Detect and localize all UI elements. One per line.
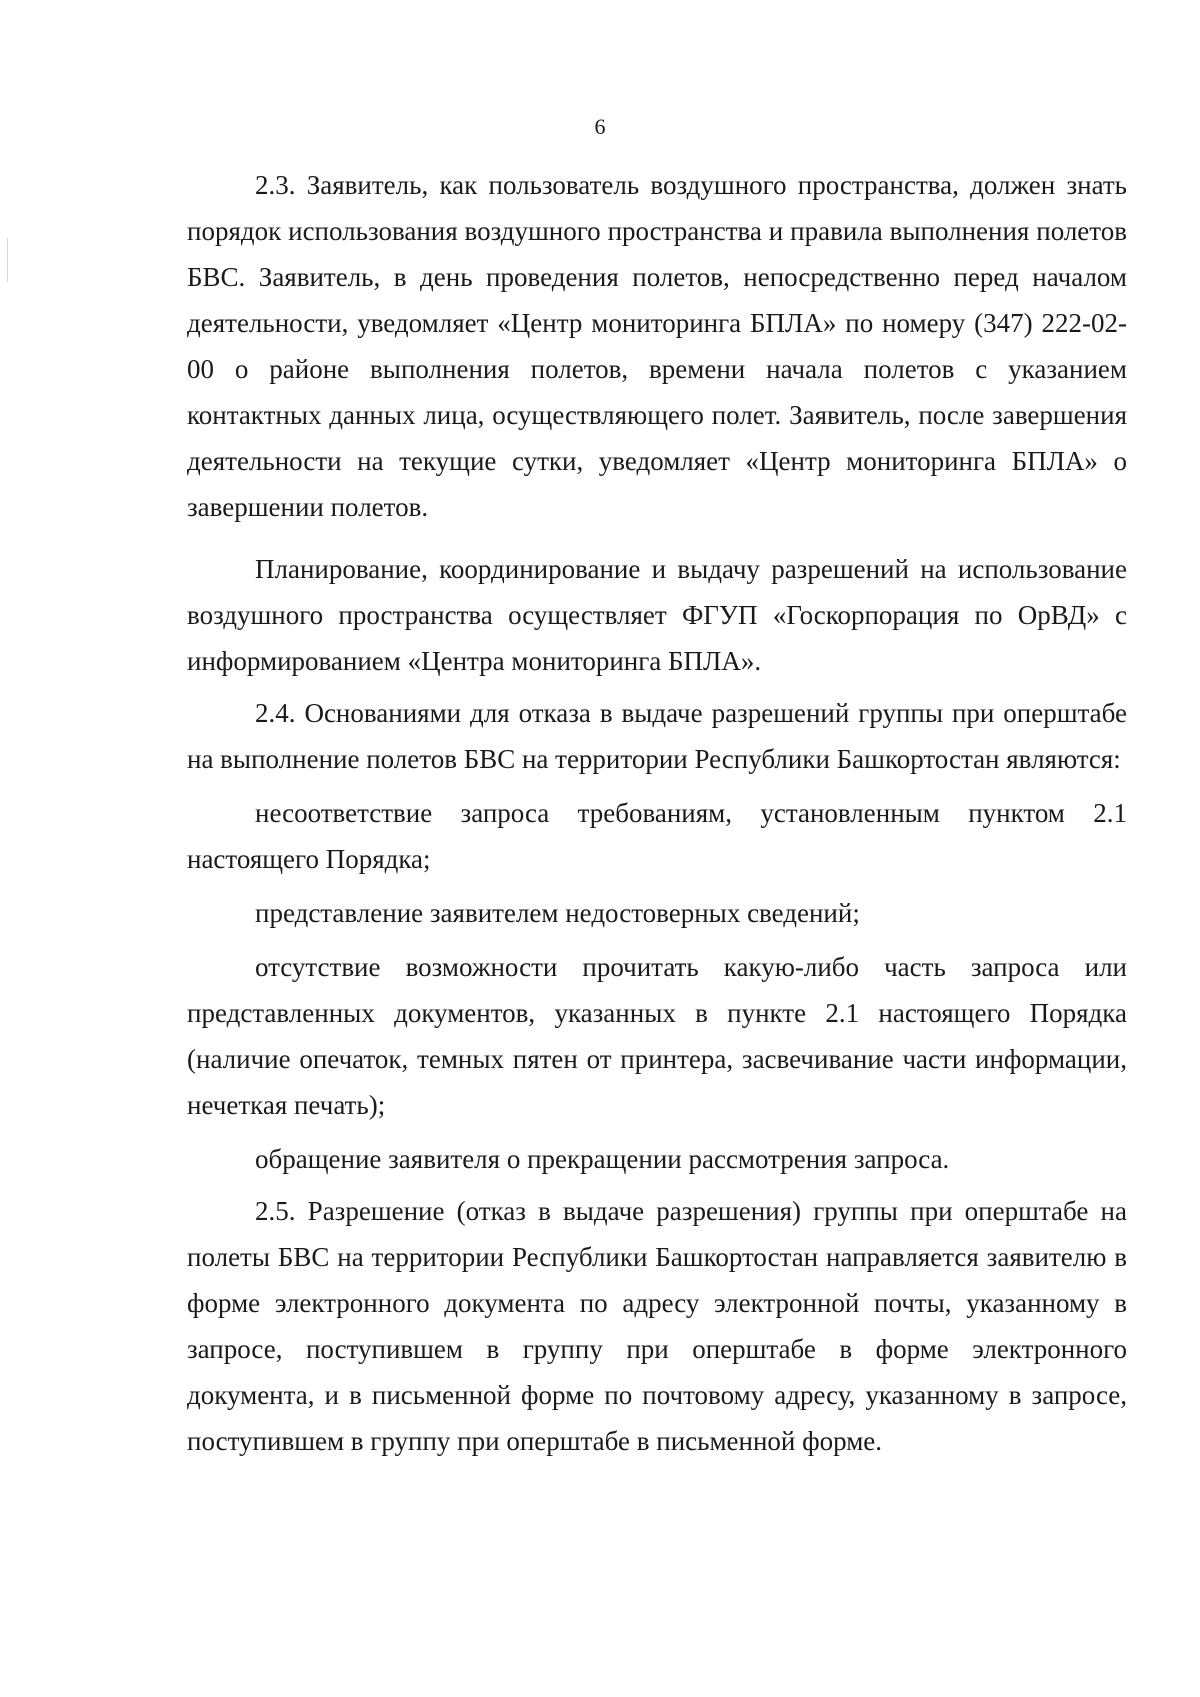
page-number: 6 (594, 114, 606, 139)
margin-mark (7, 238, 8, 282)
list-item-unreadable: отсутствие возможности прочитать какую-либо часть запроса или представленных документов, указанных в пункте 2.1 настоящего Порядка (наличие опечаток, темных пятен от принтера, засвечивание части информации, нечеткая печать); (187, 952, 1127, 1120)
paragraph-2-4: 2.4. Основаниями для отказа в выдаче разрешений группы при оперштабе на выполнение полетов БВС на территории Республики Башкортостан являются: (187, 698, 1127, 774)
paragraph-2-3: 2.3. Заявитель, как пользователь воздушного пространства, должен знать порядок использования воздушного пространства и правила выполнения полетов БВС. Заявитель, в день проведения полетов, непосредственно перед началом деятельности, уведомляет «Центр мониторинга БПЛА» по номеру (347) 222-02-00 о районе выполнения полетов, времени начала полетов с указанием контактных данных лица, осуществляющего полет. Заявитель, после завершения деятельности на текущие сутки, уведомляет «Центр мониторинга БПЛА» о завершении полетов. (187, 170, 1127, 522)
list-item-false-info: представление заявителем недостоверных сведений; (255, 898, 860, 928)
list-item-withdrawal: обращение заявителя о прекращении рассмотрения запроса. (255, 1144, 950, 1174)
paragraph-planning: Планирование, координирование и выдачу разрешений на использование воздушного пространства осуществляет ФГУП «Госкорпорация по ОрВД» с информированием «Центра мониторинга БПЛА». (187, 554, 1127, 676)
paragraph-2-5: 2.5. Разрешение (отказ в выдаче разрешения) группы при оперштабе на полеты БВС на территории Республики Башкортостан направляется заявителю в форме электронного документа по адресу электронной почты, указанному в запросе, поступившем в группу при оперштабе в форме электронного документа, и в письменной форме по почтовому адресу, указанному в запросе, поступившем в группу при оперштабе в письменной форме. (187, 1196, 1127, 1456)
document-body (187, 162, 1127, 1464)
list-item-mismatch: несоответствие запроса требованиям, установленным пунктом 2.1 настоящего Порядка; (187, 798, 1127, 874)
